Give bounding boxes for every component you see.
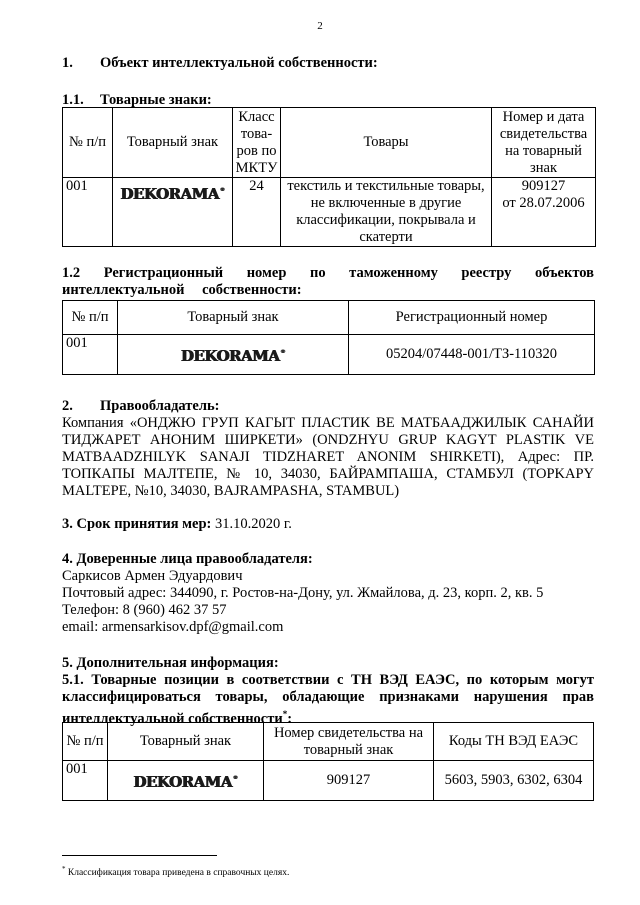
section3-label: 3. Срок принятия мер:: [62, 516, 212, 532]
registration-number: 05204/07448-001/ТЗ-110320: [349, 335, 595, 375]
table-row: [63, 335, 595, 375]
subsection11-number: 1.1.: [62, 92, 84, 108]
section2-title: Правообладатель:: [100, 398, 220, 414]
subsection51-text: 5.1. Товарные позиции в соответствии с ТН ВЭД ЕАЭС, по которым могут классифицироваться товары, обладающие признаками нарушения прав интеллектуальной собственности: [62, 672, 594, 727]
section1-heading: [62, 55, 378, 72]
row-number: 001: [63, 178, 113, 247]
certificate-number: 909127: [521, 178, 566, 194]
footnote-mark: *: [62, 865, 66, 873]
col-header-no: № п/п: [63, 108, 113, 178]
col-header-certificate: Номер и дата свидетельства на товарный знак: [492, 108, 596, 178]
col-header-trademark: Товарный знак: [118, 301, 349, 335]
dekorama-logo: DEKORAMA®: [133, 772, 238, 791]
proxy-phone: Телефон: 8 (960) 462 37 57: [62, 602, 227, 618]
col-header-goods: Товары: [281, 108, 492, 178]
table-row: [63, 761, 594, 801]
subsection51-footnote-mark: *: [282, 709, 288, 719]
logo-text: DEKORAMA: [181, 346, 280, 365]
proxy-email: email: armensarkisov.dpf@gmail.com: [62, 619, 284, 635]
section2-number: 2.: [62, 398, 73, 414]
col-header-no: № п/п: [63, 723, 108, 761]
customs-codes-table: [62, 722, 594, 801]
col-header-reg-number: Регистрационный номер: [349, 301, 595, 335]
dekorama-logo: DEKORAMA®: [120, 185, 225, 203]
registration-table: [62, 300, 595, 375]
logo-text: DEKORAMA: [133, 772, 232, 791]
footnote-separator: [62, 855, 217, 856]
section3-line: [62, 516, 594, 533]
footnote: [62, 863, 289, 879]
trademark-logo-cell: [113, 178, 233, 247]
col-header-certificate-number: Номер свидетельства на товарный знак: [264, 723, 434, 761]
row-number: 001: [63, 761, 108, 801]
trademark-logo-cell: [118, 335, 349, 375]
section1-number: 1.: [62, 55, 73, 71]
table-row: [63, 178, 596, 247]
col-header-trademark: Товарный знак: [108, 723, 264, 761]
subsection51: 5.1. Товарные позиции в соответствии с ТН ВЭД ЕАЭС, по которым могут классифицироваться товары, обладающие признаками нарушения прав интеллектуальной собственности*:: [62, 672, 594, 727]
page-number: 2: [317, 20, 323, 32]
section1-title: Объект интеллектуальной собственности:: [100, 55, 378, 71]
subsection11-title: Товарные знаки:: [100, 92, 212, 108]
col-header-class: Класс това-ров по МКТУ: [233, 108, 281, 178]
subsection12-heading: 1.2 Регистрационный номер по таможенному реестру объектов интеллектуальной собственности:: [62, 265, 594, 298]
class-value: 24: [233, 178, 281, 247]
logo-text: DEKORAMA: [120, 185, 219, 203]
row-number: 001: [63, 335, 118, 375]
proxy-address: Почтовый адрес: 344090, г. Ростов-на-Дону, ул. Жмайлова, д. 23, корп. 2, кв. 5: [62, 585, 544, 601]
certificate-number: 909127: [264, 761, 434, 801]
section5-title: 5. Дополнительная информация:: [62, 655, 279, 671]
dekorama-logo: DEKORAMA®: [181, 346, 285, 365]
rightholder-text: Компания «ОНДЖЮ ГРУП КАГЫТ ПЛАСТИК ВЕ МАТБААДЖИЛЫК САНАЙИ ТИДЖАРЕТ АНОНИМ ШИРКЕТИ» (ONDZHYU GRUP KAGYT PLASTIK VE MATBAADZHILYK SANAJI TIDZHARET ANONIM SHIRKETI), Адрес: ПР. ТОПКАПЫ МАЛТЕПЕ, № 10, 34030, БАЙРАМПАША, СТАМБУЛ (TOPKAPY MALTEPE, №10, 34030, BAJRAMPASHA, STAMBUL): [62, 415, 594, 499]
col-header-no: № п/п: [63, 301, 118, 335]
trademark-logo-cell: [108, 761, 264, 801]
section4-title: 4. Доверенные лица правообладателя:: [62, 551, 313, 567]
section2-heading: [62, 398, 220, 415]
customs-codes: 5603, 5903, 6302, 6304: [434, 761, 594, 801]
col-header-customs-codes: Коды ТН ВЭД ЕАЭС: [434, 723, 594, 761]
section3-value: 31.10.2020 г.: [215, 516, 292, 532]
proxy-name: Саркисов Армен Эдуардович: [62, 568, 243, 584]
footnote-text: Классификация товара приведена в справочных целях.: [67, 868, 290, 879]
col-header-trademark: Товарный знак: [113, 108, 233, 178]
goods-value: текстиль и текстильные товары, не включенные в другие классификации, покрывала и скатерти: [281, 178, 492, 247]
certificate-cell: [492, 178, 596, 247]
certificate-date: от 28.07.2006: [502, 195, 585, 211]
trademark-table: [62, 107, 596, 247]
